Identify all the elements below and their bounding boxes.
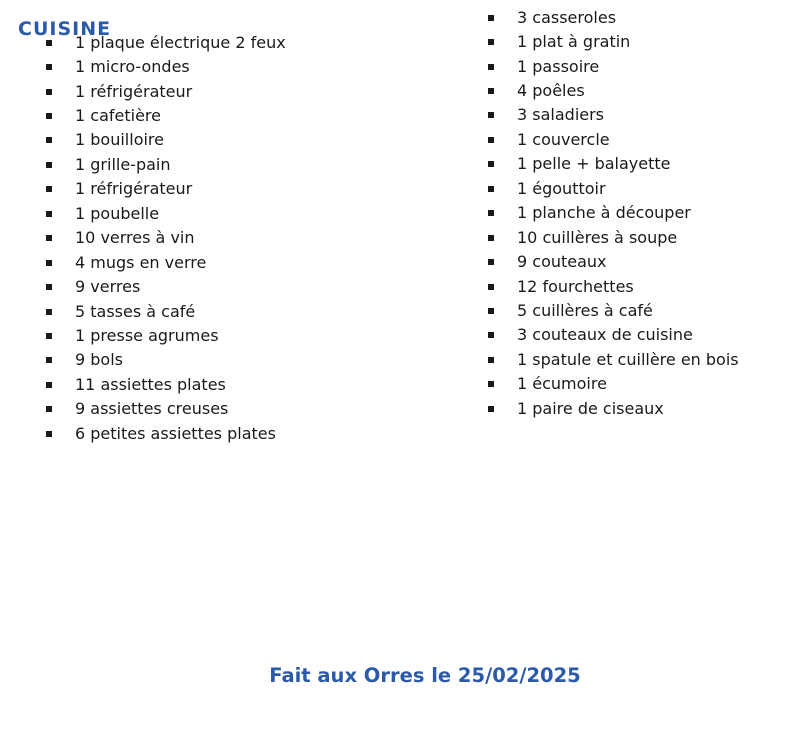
item-label: 9 couteaux [517, 252, 607, 272]
list-item [488, 78, 739, 102]
item-label: 1 plat à gratin [517, 32, 631, 52]
item-label: 1 poubelle [75, 203, 160, 223]
list-item [488, 372, 739, 396]
list-item [488, 225, 739, 249]
item-label: 1 passoire [517, 56, 600, 76]
square-bullet-icon [46, 431, 52, 437]
square-bullet-icon [46, 137, 52, 143]
item-label: 6 petites assiettes plates [75, 423, 276, 443]
square-bullet-icon [488, 357, 494, 363]
square-bullet-icon [46, 284, 52, 290]
item-label: 1 pelle + balayette [517, 154, 671, 174]
square-bullet-icon [46, 186, 52, 192]
list-item [46, 250, 286, 274]
square-bullet-icon [46, 89, 52, 95]
inventory-list-right-column [488, 5, 739, 420]
list-item [46, 226, 286, 250]
item-label: 3 couteaux de cuisine [517, 325, 693, 345]
square-bullet-icon [488, 235, 494, 241]
list-item [488, 298, 739, 322]
square-bullet-icon [46, 235, 52, 241]
item-label: 5 cuillères à café [517, 300, 653, 320]
item-label: 1 réfrigérateur [75, 179, 193, 199]
item-label: 3 saladiers [517, 105, 605, 125]
square-bullet-icon [46, 211, 52, 217]
square-bullet-icon [46, 260, 52, 266]
item-label: 9 verres [75, 277, 141, 297]
square-bullet-icon [488, 406, 494, 412]
item-label: 1 micro-ondes [75, 57, 190, 77]
square-bullet-icon [488, 112, 494, 118]
square-bullet-icon [488, 161, 494, 167]
list-item [488, 54, 739, 78]
item-label: 10 cuillères à soupe [517, 227, 678, 247]
item-label: 1 couvercle [517, 129, 610, 149]
square-bullet-icon [46, 333, 52, 339]
item-label: 1 presse agrumes [75, 325, 219, 345]
list-item [488, 347, 739, 371]
list-item [488, 176, 739, 200]
square-bullet-icon [46, 357, 52, 363]
square-bullet-icon [488, 259, 494, 265]
list-item [488, 396, 739, 420]
list-item [46, 54, 286, 78]
item-label: 4 mugs en verre [75, 252, 207, 272]
square-bullet-icon [46, 162, 52, 168]
square-bullet-icon [46, 309, 52, 315]
item-label: 1 grille-pain [75, 154, 171, 174]
list-item [46, 103, 286, 127]
list-item [488, 127, 739, 151]
item-label: 1 écumoire [517, 374, 607, 394]
list-item [488, 103, 739, 127]
square-bullet-icon [46, 64, 52, 70]
list-item [46, 421, 286, 445]
list-item [488, 5, 739, 29]
item-label: 5 tasses à café [75, 301, 196, 321]
list-item [46, 152, 286, 176]
square-bullet-icon [46, 40, 52, 46]
item-label: 1 cafetière [75, 106, 161, 126]
item-label: 10 verres à vin [75, 228, 195, 248]
list-item [488, 201, 739, 225]
item-label: 1 réfrigérateur [75, 81, 193, 101]
square-bullet-icon [488, 137, 494, 143]
square-bullet-icon [488, 39, 494, 45]
square-bullet-icon [488, 15, 494, 21]
item-label: 9 bols [75, 350, 123, 370]
square-bullet-icon [488, 210, 494, 216]
list-item [46, 397, 286, 421]
item-label: 1 bouilloire [75, 130, 164, 150]
square-bullet-icon [46, 406, 52, 412]
item-label: 9 assiettes creuses [75, 399, 229, 419]
list-item [46, 323, 286, 347]
item-label: 3 casseroles [517, 7, 617, 27]
list-item [46, 79, 286, 103]
inventory-list-left-column [46, 30, 286, 445]
list-item [46, 274, 286, 298]
list-item [46, 372, 286, 396]
list-item [46, 201, 286, 225]
square-bullet-icon [488, 308, 494, 314]
item-label: 1 spatule et cuillère en bois [517, 349, 739, 369]
square-bullet-icon [488, 64, 494, 70]
item-label: 11 assiettes plates [75, 374, 226, 394]
square-bullet-icon [46, 382, 52, 388]
square-bullet-icon [488, 186, 494, 192]
item-label: 1 plaque électrique 2 feux [75, 32, 286, 52]
square-bullet-icon [488, 332, 494, 338]
square-bullet-icon [488, 284, 494, 290]
footer-date-line: Fait aux Orres le 25/02/2025 [269, 664, 581, 687]
list-item [46, 30, 286, 54]
item-label: 1 planche à découper [517, 203, 691, 223]
list-item [46, 128, 286, 152]
page-title: CUISINE [18, 17, 112, 40]
item-label: 1 paire de ciseaux [517, 398, 664, 418]
item-label: 4 poêles [517, 81, 585, 101]
square-bullet-icon [488, 88, 494, 94]
list-item [488, 152, 739, 176]
list-item [488, 29, 739, 53]
square-bullet-icon [46, 113, 52, 119]
list-item [488, 249, 739, 273]
list-item [488, 274, 739, 298]
list-item [46, 348, 286, 372]
list-item [46, 177, 286, 201]
item-label: 12 fourchettes [517, 276, 634, 296]
item-label: 1 égouttoir [517, 178, 606, 198]
list-item [46, 299, 286, 323]
list-item [488, 323, 739, 347]
square-bullet-icon [488, 381, 494, 387]
